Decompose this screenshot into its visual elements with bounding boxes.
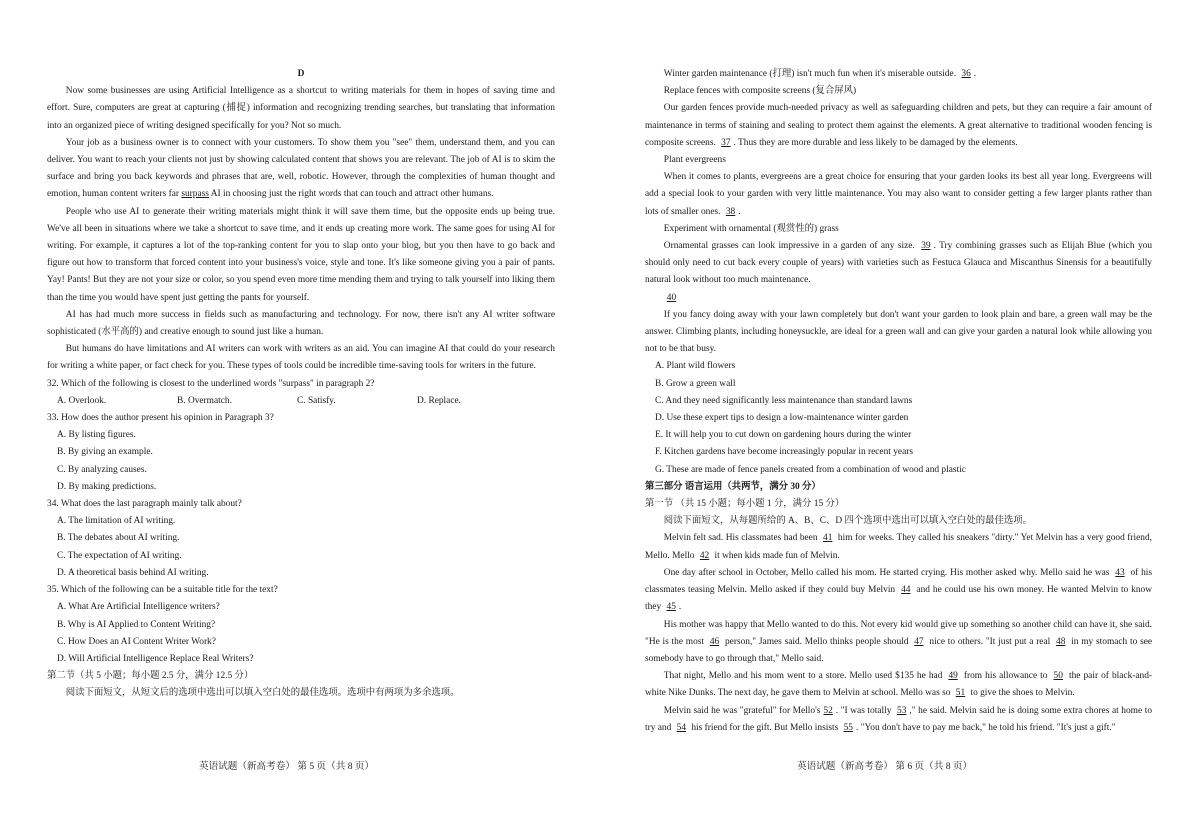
option[interactable]: D. Use these expert tips to design a low-maintenance winter garden	[655, 413, 909, 424]
option[interactable]: C. How Does an AI Content Writer Work?	[57, 636, 216, 647]
option[interactable]: E. It will help you to cut down on gardening hours during the winter	[655, 430, 912, 441]
left-column	[47, 66, 555, 703]
option[interactable]: D. Replace.	[417, 395, 461, 406]
blank-43[interactable]: 43	[1115, 567, 1125, 578]
blank-41[interactable]: 41	[823, 533, 833, 544]
section-2-instructions: 阅读下面短文，从短文后的选项中选出可以填入空白处的最佳选项。选项中有两项为多余选项。	[65, 688, 460, 699]
option[interactable]: F. Kitchen gardens have become increasingly popular in recent years	[655, 447, 914, 458]
right-column	[645, 66, 1152, 737]
option[interactable]: C. By analyzing causes.	[57, 464, 147, 475]
question-35: 35. Which of the following can be a suitable title for the text?	[47, 585, 278, 596]
blank-46[interactable]: 46	[709, 636, 720, 647]
part-3-heading: 第三部分 语言运用（共两节，满分 30 分）	[645, 481, 821, 492]
option[interactable]: B. By giving an example.	[57, 447, 153, 458]
blank-49[interactable]: 49	[948, 671, 958, 682]
option[interactable]: A. Plant wild flowers	[655, 361, 736, 372]
paragraph-5: But humans do have limitations and AI writers can work with writers as an aid. You can imagine AI that could do your research for writing a white paper, or fact check for you. These types of tools could be incredible time-saving tools for writers in the future.	[47, 344, 555, 372]
cloze-paragraph-5: Melvin said he was "grateful" for Mello's 52 . "I was totally 53 ," he said. Melvin said he is doing some extra chores at home to try and 54 his friend for the gift. But Mello insists 55 . "You don't have to pay me back," he told his friend. "It's just a gift."	[645, 705, 1153, 733]
option[interactable]: C. The expectation of AI writing.	[57, 550, 182, 561]
blank-45[interactable]: 45	[666, 602, 676, 613]
option[interactable]: B. Grow a green wall	[655, 378, 736, 389]
option[interactable]: B. Overmatch.	[177, 395, 232, 406]
option[interactable]: G. These are made of fence panels created from a combination of wood and plastic	[655, 464, 966, 475]
option[interactable]: A. The limitation of AI writing.	[57, 516, 176, 527]
blank-55[interactable]: 55	[843, 722, 853, 733]
question-34: 34. What does the last paragraph mainly talk about?	[47, 499, 242, 510]
blank-42[interactable]: 42	[699, 550, 710, 561]
blank-40-line	[645, 290, 1152, 307]
paragraph-3: People who use AI to generate their writing materials might think it will save them time, but the opposite ends up being true. We've all been in situations where we take a shortcut to save time, and it ends up creating more work. The same goes for using AI for writing. For example, it captures a lot of the top-ranking content for you to slap onto your blog, but you then have to go back and figure out how to transform that forced content into your business's voice, style and tone. It's like someone giving you a pair of pants. Yay! Pants! But they are not your size or color, so you spend even more time mending them and trying to talk yourself into liking them than the time you would have spent just getting the pants for yourself.	[47, 206, 555, 303]
page-footer-5: 英语试题（新高考卷） 第 5 页（共 8 页）	[199, 761, 375, 772]
blank-52[interactable]: 52	[823, 705, 833, 716]
subheading-grass: Experiment with ornamental (观赏性的) grass	[663, 223, 839, 234]
question-32: 32. Which of the following is closest to the underlined words "surpass" in paragraph 2?	[47, 378, 375, 389]
option[interactable]: B. The debates about AI writing.	[57, 533, 180, 544]
question-33: 33. How does the author present his opinion in Paragraph 3?	[47, 413, 274, 424]
section-1-heading: 第一节 （共 15 小题；每小题 1 分，满分 15 分）	[645, 499, 845, 510]
paragraph-intro: Winter garden maintenance (打理) isn't much fun when it's miserable outside. 36 .	[663, 69, 977, 79]
cloze-paragraph-1: Melvin felt sad. His classmates had been 41 him for weeks. They called his sneakers "dirty." Yet Melvin has a very good friend, Mello. Mello 42 it when kids made fun of Melvin.	[645, 533, 1153, 561]
question-32-options	[47, 393, 555, 410]
blank-44[interactable]: 44	[901, 585, 911, 596]
option[interactable]: B. Why is AI Applied to Content Writing?	[57, 619, 216, 630]
subheading-evergreens: Plant evergreens	[663, 155, 726, 166]
option[interactable]: D. A theoretical basis behind AI writing.	[57, 567, 209, 578]
blank-48[interactable]: 48	[1056, 636, 1066, 647]
paragraph-green-wall: If you fancy doing away with your lawn completely but don't want your garden to look plain and bare, a green wall may be the answer. Climbing plants, including honeysuckle, are ideal for a green wall and can give your garden a natural look while allowing you not to be that busy.	[645, 309, 1152, 355]
section-1-instructions: 阅读下面短文，从每题所给的 A、B、C、D 四个选项中选出可以填入空白处的最佳选项。	[663, 516, 1033, 527]
page-footer-6: 英语试题（新高考卷） 第 6 页（共 8 页）	[797, 761, 973, 772]
option[interactable]: C. And they need significantly less maintenance than standard lawns	[655, 395, 913, 406]
passage-heading: D	[297, 69, 305, 79]
option[interactable]: D. Will Artificial Intelligence Replace Real Writers?	[57, 653, 254, 664]
cloze-paragraph-2: One day after school in October, Mello called his mom. He started crying. His mother asked why. Mello said he was 43 of his classmates teasing Melvin. Mello asked if they could buy Melvin 44 and he could use his own money. He wanted Melvin to know they 45 .	[645, 567, 1153, 613]
blank-47[interactable]: 47	[914, 636, 924, 647]
blank-51[interactable]: 51	[955, 688, 966, 699]
blank-39[interactable]: 39	[921, 241, 931, 252]
paragraph-fences: Our garden fences provide much-needed privacy as well as safeguarding children and pets, but they can require a fair amount of maintenance in terms of staining and sealing to protect them against the elements. A great alternative to traditional wooden fencing is composite screens. 37 . Thus they are more durable and less likely to be damaged by the elements.	[645, 103, 1152, 148]
paragraph-2: Your job as a business owner is to connect with your customers. To show them you "see" them, understand them, and you can deliver. You want to reach your clients not just by showing calculated content that shows you are relevant. The job of AI is to skim the surface and bring you back keywords and phrases that are, well, robotic. However, through the complexities of human thought and emotion, human content writers far surpass AI in choosing just the right words that can touch and attract other humans.	[47, 137, 555, 200]
cloze-paragraph-3: His mother was happy that Mello wanted to do this. Not every kid would give up something so another child can have it, she said. "He is the most 46 person," James said. Mello thinks people should 47 nice to others. "It just put a real 48 in my stomach to see somebody have to go through that," Mello said.	[645, 619, 1153, 664]
option[interactable]: A. By listing figures.	[57, 430, 136, 441]
blank-53[interactable]: 53	[897, 705, 907, 716]
option[interactable]: D. By making predictions.	[57, 481, 157, 492]
blank-38[interactable]: 38	[725, 206, 736, 217]
option[interactable]: C. Satisfy.	[297, 395, 336, 406]
section-2-heading: 第二节（共 5 小题；每小题 2.5 分，满分 12.5 分）	[47, 671, 254, 682]
underlined-word: surpass	[181, 189, 209, 200]
option[interactable]: A. What Are Artificial Intelligence writers?	[57, 602, 220, 613]
blank-54[interactable]: 54	[676, 722, 687, 733]
blank-36[interactable]: 36	[961, 69, 971, 79]
blank-37[interactable]: 37	[721, 137, 731, 148]
paragraph-evergreens: When it comes to plants, evergreens are a great choice for ensuring that your garden looks its best all year long. Evergreens will add a special look to your garden with very little maintenance. You may also want to consider getting a few larger plants rather than lots of smaller ones. 38 .	[645, 172, 1152, 217]
blank-40[interactable]: 40	[666, 292, 677, 303]
paragraph-1: Now some businesses are using Artificial Intelligence as a shortcut to writing materials for them in hopes of saving time and effort. Sure, computers are great at capturing (捕捉) information and recognizing trending searches, but translating that information into an organized piece of writing designed specifically for you? Not so much.	[47, 86, 555, 131]
cloze-paragraph-4: That night, Mello and his mom went to a store. Mello used $135 he had 49 from his allowance to 50 the pair of black-and-white Nike Dunks. The next day, he gave them to Melvin at school. Mello was so 51 to give the shoes to Melvin.	[645, 671, 1153, 699]
option[interactable]: A. Overlook.	[57, 395, 107, 406]
subheading-composite-screens: Replace fences with composite screens (复合屏风)	[663, 86, 857, 97]
paragraph-4: AI has had much more success in fields such as manufacturing and technology. For now, there isn't any AI writer software sophisticated (水平高的) and creative enough to sound just like a human.	[47, 309, 555, 338]
paragraph-grass: Ornamental grasses can look impressive in a garden of any size. 39 . Try combining grasses such as Elijah Blue (which you should only need to cut back every couple of years) with varieties such as Festuca Glauca and Miscanthus Sinensis for a beautifully natural look without too much maintenance.	[645, 241, 1153, 286]
blank-50[interactable]: 50	[1053, 671, 1063, 682]
